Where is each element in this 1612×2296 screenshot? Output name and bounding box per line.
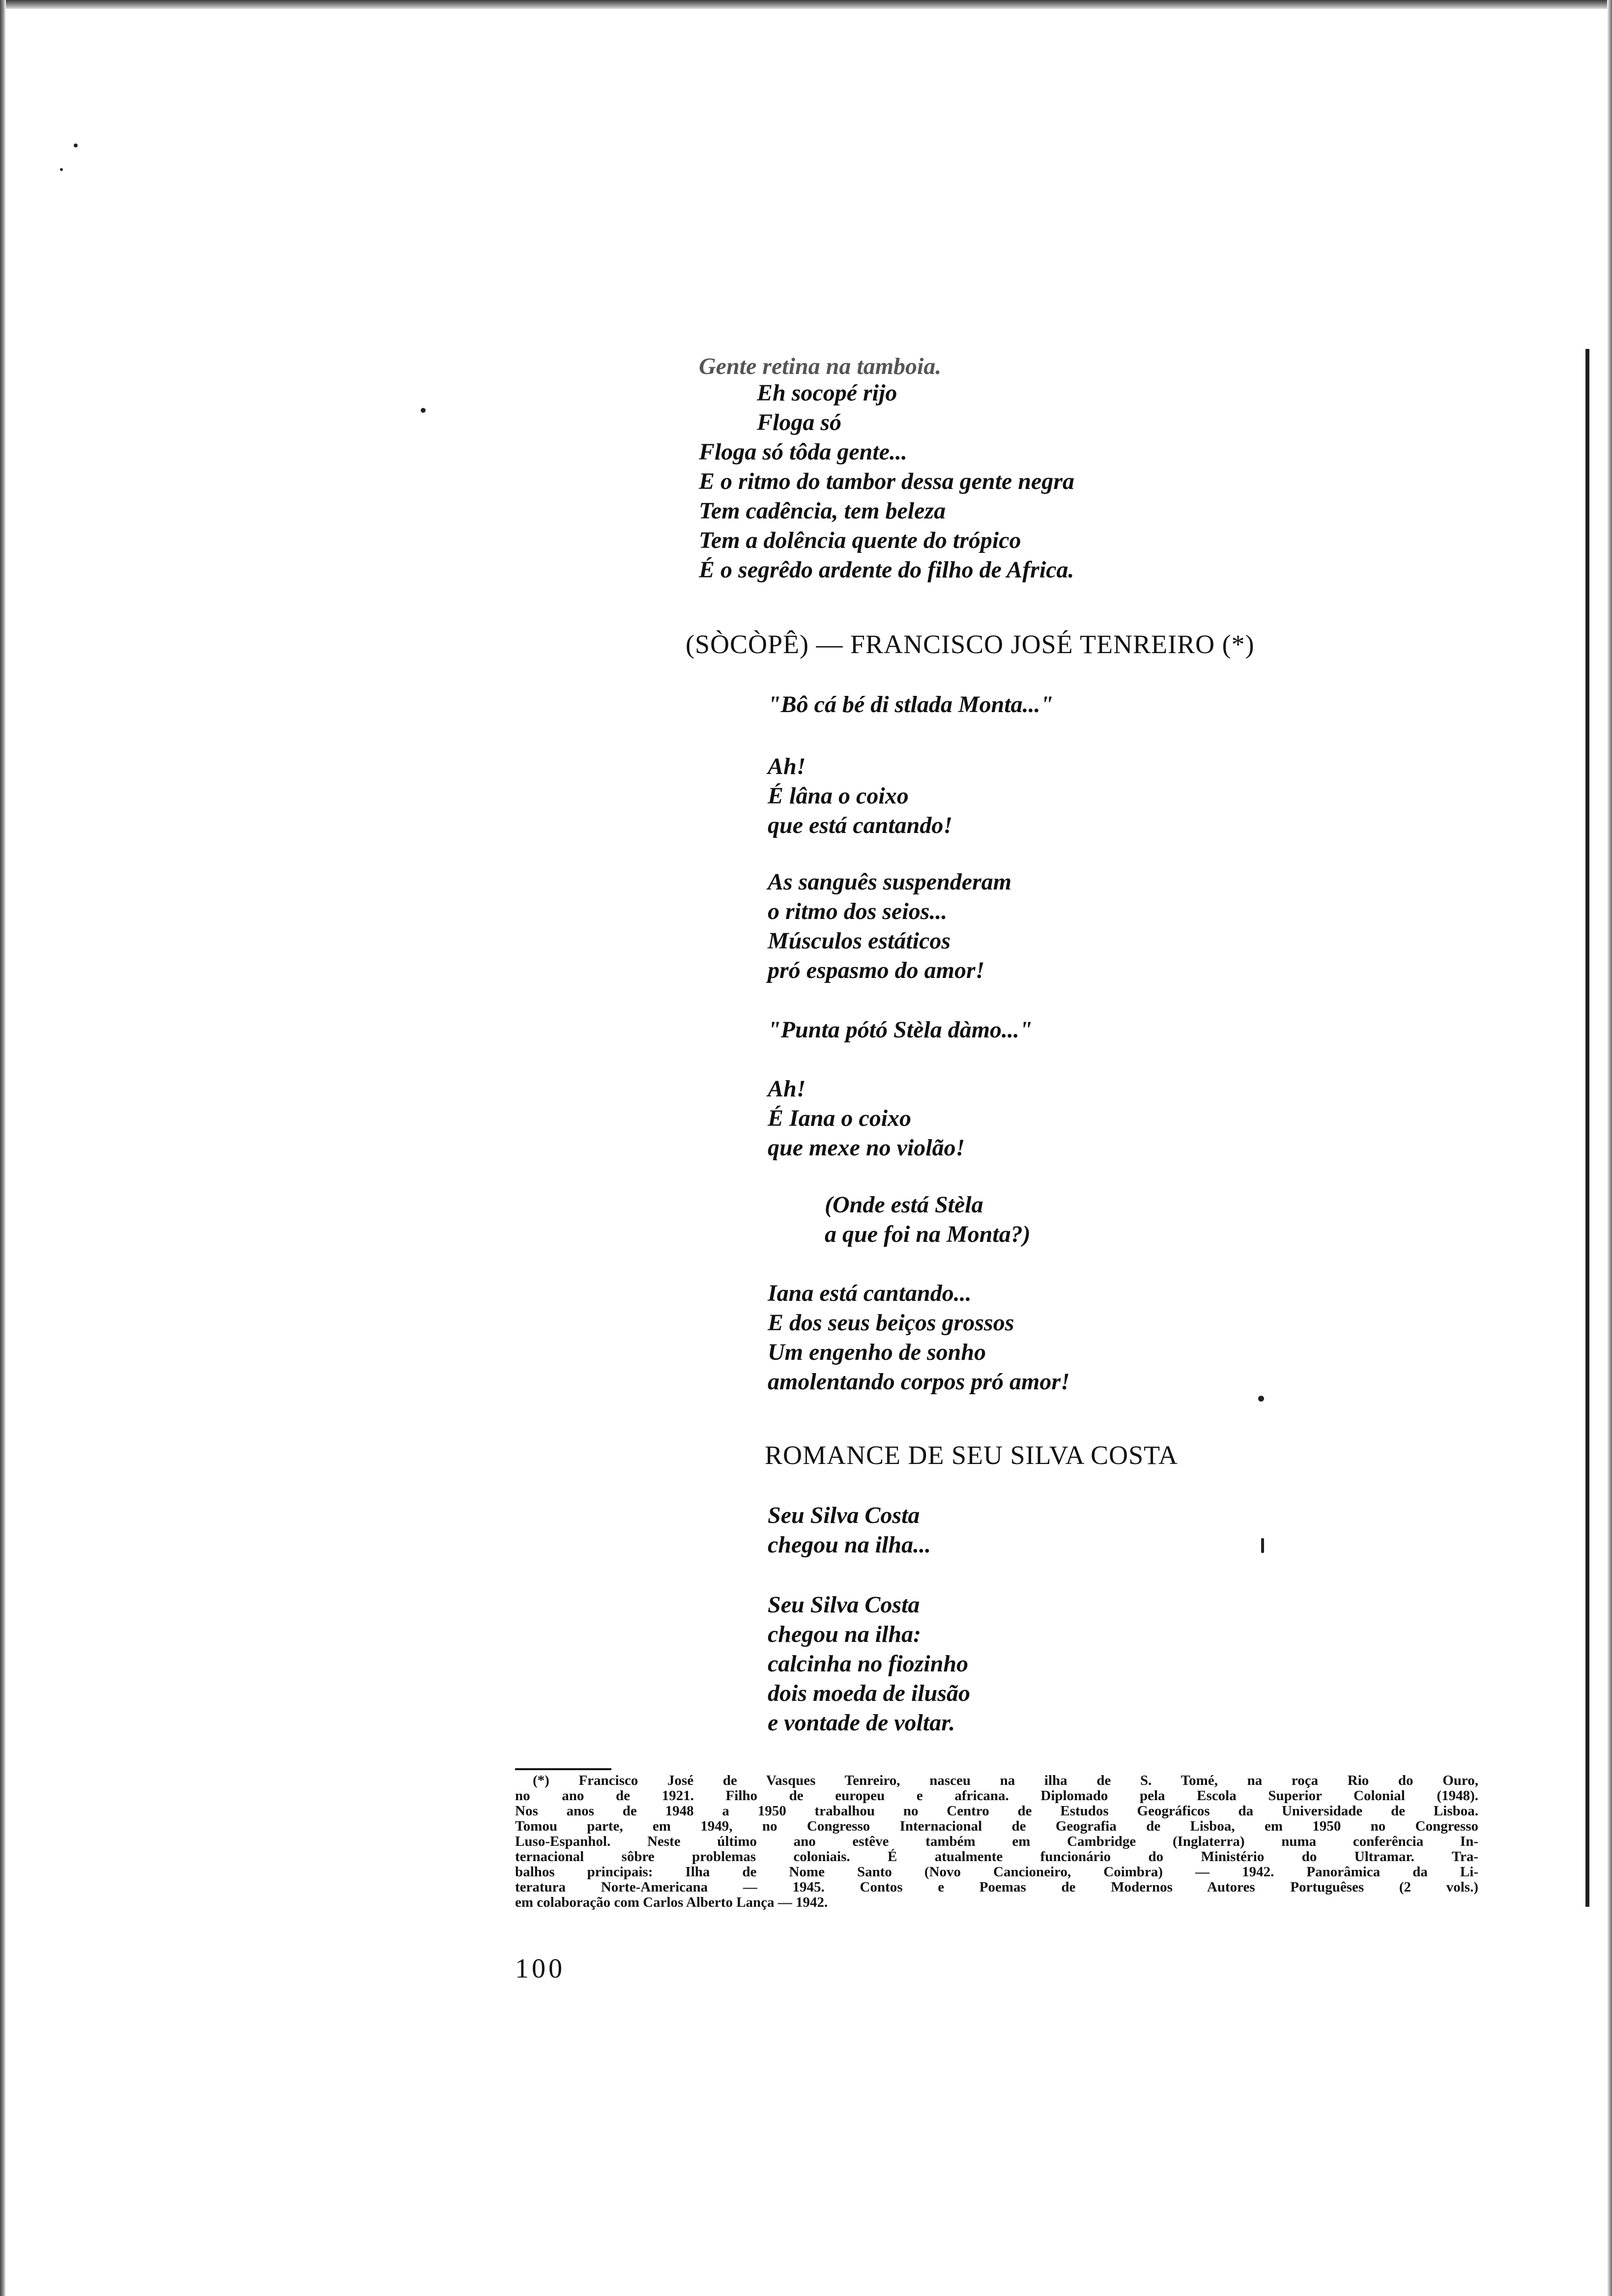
footnote-line: Tomou parte, em 1949, no Congresso Internacional de Geografia de Lisboa, em 1950 no Congresso	[515, 1818, 1478, 1834]
footnote-line: Luso-Espanhol. Neste último ano estêve também em Cambridge (Inglaterra) numa conferência In-	[515, 1834, 1478, 1849]
poem-line: Músculos estáticos	[768, 928, 951, 954]
poem-line: E o ritmo do tambor dessa gente negra	[699, 468, 1075, 494]
page-number	[515, 1953, 574, 1984]
poem-line: Ah!	[768, 1076, 806, 1102]
poem-line: a que foi na Monta?)	[825, 1221, 1031, 1247]
poem-line: chegou na ilha:	[768, 1621, 921, 1647]
poem-line: Gente retina na tamboia.	[699, 353, 942, 379]
footnote	[515, 1773, 1478, 1910]
scan-speck	[60, 168, 63, 171]
poem-line: (Onde está Stèla	[825, 1192, 983, 1218]
footnote-line: teratura Norte-Americana — 1945. Contos e Poemas de Modernos Autores Portuguêses (2 vols.)	[515, 1879, 1478, 1895]
poem-line: amolentando corpos pró amor!	[768, 1369, 1070, 1395]
poem-line: "Punta pótó Stèla dàmo..."	[768, 1017, 1033, 1043]
footnote-line: em colaboração com Carlos Alberto Lança — 1942.	[515, 1894, 828, 1910]
scan-edge-left	[0, 0, 6, 2296]
scan-edge-top	[0, 0, 1612, 9]
poem-line: que está cantando!	[768, 812, 953, 838]
poem-line: Ah!	[768, 753, 806, 779]
poem-line: Floga só tôda gente...	[699, 439, 908, 465]
poem-line: calcinha no fiozinho	[768, 1651, 969, 1677]
footnote-line: ternacional sôbre problemas coloniais. É atualmente funcionário do Ministério do Ultramar. Tra-	[515, 1849, 1478, 1865]
scan-speck	[421, 408, 426, 413]
poem-line: Seu Silva Costa	[768, 1592, 920, 1618]
footnote-rule	[515, 1768, 611, 1770]
footnote-line: balhos principais: Ilha de Nome Santo (Novo Cancioneiro, Coimbra) — 1942. Panorâmica da Li-	[515, 1864, 1478, 1880]
poem-line: pró espasmo do amor!	[768, 957, 985, 983]
scan-speck	[74, 144, 78, 147]
scan-speck	[1261, 1538, 1264, 1553]
margin-rule	[1585, 349, 1589, 1907]
scan-edge-right	[1607, 0, 1612, 2296]
poem-line: Tem a dolência quente do trópico	[699, 527, 1021, 553]
poem-line: As sanguês suspenderam	[768, 869, 1012, 895]
footnote-line: Nos anos de 1948 a 1950 trabalhou no Centro de Estudos Geográficos da Universidade de Lisboa.	[515, 1803, 1478, 1819]
poem-line: Iana está cantando...	[768, 1280, 972, 1306]
poem-line: Um engenho de sonho	[768, 1339, 986, 1365]
poem-line: o ritmo dos seios...	[768, 898, 948, 924]
poem-line: "Bô cá bé di stlada Monta..."	[768, 691, 1054, 718]
poem-line: chegou na ilha...	[768, 1532, 931, 1558]
section-heading-romance: ROMANCE DE SEU SILVA COSTA	[765, 1440, 1178, 1470]
poem-line: e vontade de voltar.	[768, 1710, 955, 1736]
poem-line: Eh socopé rijo	[757, 380, 897, 406]
scan-speck	[1258, 1396, 1264, 1402]
page-number-text: 100	[515, 1953, 565, 1984]
poem-line: É lâna o coixo	[768, 783, 909, 809]
poem-line: dois moeda de ilusão	[768, 1680, 971, 1706]
poem-line: É Iana o coixo	[768, 1105, 912, 1131]
footnote-line: no ano de 1921. Filho de europeu e africana. Diplomado pela Escola Superior Colonial (1948).	[515, 1788, 1478, 1804]
section-heading-socope: (SÒCÒPÊ) — FRANCISCO JOSÉ TENREIRO (*)	[686, 630, 1255, 659]
poem-line: que mexe no violão!	[768, 1135, 965, 1161]
poem-line: É o segrêdo ardente do filho de Africa.	[699, 557, 1074, 583]
poem-line: Seu Silva Costa	[768, 1502, 920, 1528]
poem-line: Floga só	[757, 409, 842, 435]
poem-line: E dos seus beiços grossos	[768, 1310, 1014, 1336]
footnote-line: (*) Francisco José de Vasques Tenreiro, nasceu na ilha de S. Tomé, na roça Rio do Ouro,	[533, 1773, 1478, 1788]
poem-line: Tem cadência, tem beleza	[699, 498, 946, 524]
